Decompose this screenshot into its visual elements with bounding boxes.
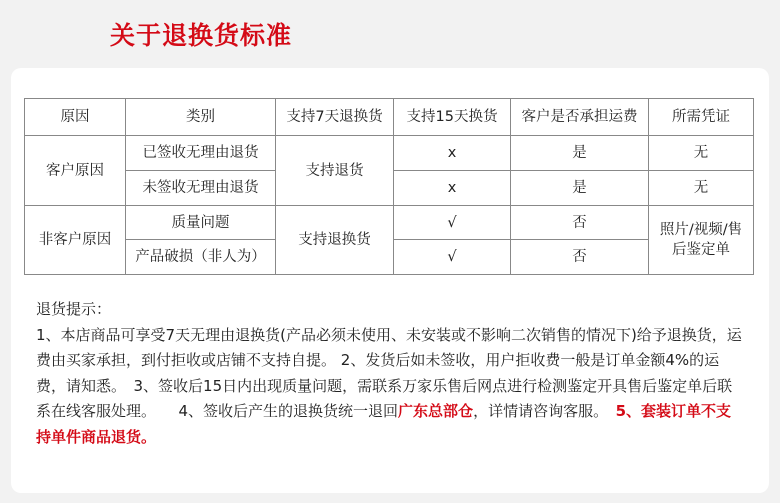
reason-cell: 非客户原因 (25, 206, 126, 275)
header-reason: 原因 (25, 99, 126, 136)
return-policy-table (24, 98, 754, 275)
proof-cell: 照片/视频/售后鉴定单 (649, 206, 754, 275)
freight-cell: 否 (511, 206, 649, 240)
category-cell: 质量问题 (126, 206, 276, 240)
table-header-row (25, 99, 754, 136)
notes-after-highlight: ，详情请咨询客服。 (473, 402, 616, 420)
freight-cell: 是 (511, 136, 649, 171)
bundle-rule-highlight: 5、套装订单不支持单件商品退货。 (36, 402, 732, 446)
header-proof: 所需凭证 (649, 99, 754, 136)
table-row (25, 206, 754, 240)
seven-day-cell: 支持退货 (276, 136, 394, 206)
proof-cell: 无 (649, 171, 754, 206)
header-category: 类别 (126, 99, 276, 136)
freight-cell: 是 (511, 171, 649, 206)
fifteen-day-cell: √ (394, 206, 511, 240)
page-title: 关于退换货标准 (110, 21, 293, 50)
reason-cell: 客户原因 (25, 136, 126, 206)
seven-day-cell: 支持退换货 (276, 206, 394, 275)
category-cell: 已签收无理由退货 (126, 136, 276, 171)
header-seven-day: 支持7天退换货 (276, 99, 394, 136)
fifteen-day-cell: x (394, 136, 511, 171)
header-freight: 客户是否承担运费 (511, 99, 649, 136)
fifteen-day-cell: x (394, 171, 511, 206)
notes-body: 1、本店商品可享受7天无理由退换货(产品必须未使用、未安装或不影响二次销售的情况下)给予退换货，运费由买家承担，到付拒收或店铺不支持自提。 2、发货后如未签收，用户拒收费一般是订单金额4%的运费，请知悉。 3、签收后15日内出现质量问题，需联系万家乐售后网点进行检测鉴定开具售后鉴定单后联系在线客服处理。 4、签收后产生的退换货统一退回 (36, 325, 742, 420)
policy-card (11, 68, 769, 493)
table-row (25, 136, 754, 171)
notes-heading: 退货提示： (36, 300, 112, 318)
notes-paragraph (36, 323, 746, 451)
return-notes (36, 297, 746, 450)
category-cell: 未签收无理由退货 (126, 171, 276, 206)
header-fifteen-day: 支持15天换货 (394, 99, 511, 136)
warehouse-highlight: 广东总部仓 (398, 402, 474, 420)
fifteen-day-cell: √ (394, 240, 511, 275)
category-cell: 产品破损（非人为） (126, 240, 276, 275)
proof-cell: 无 (649, 136, 754, 171)
freight-cell: 否 (511, 240, 649, 275)
